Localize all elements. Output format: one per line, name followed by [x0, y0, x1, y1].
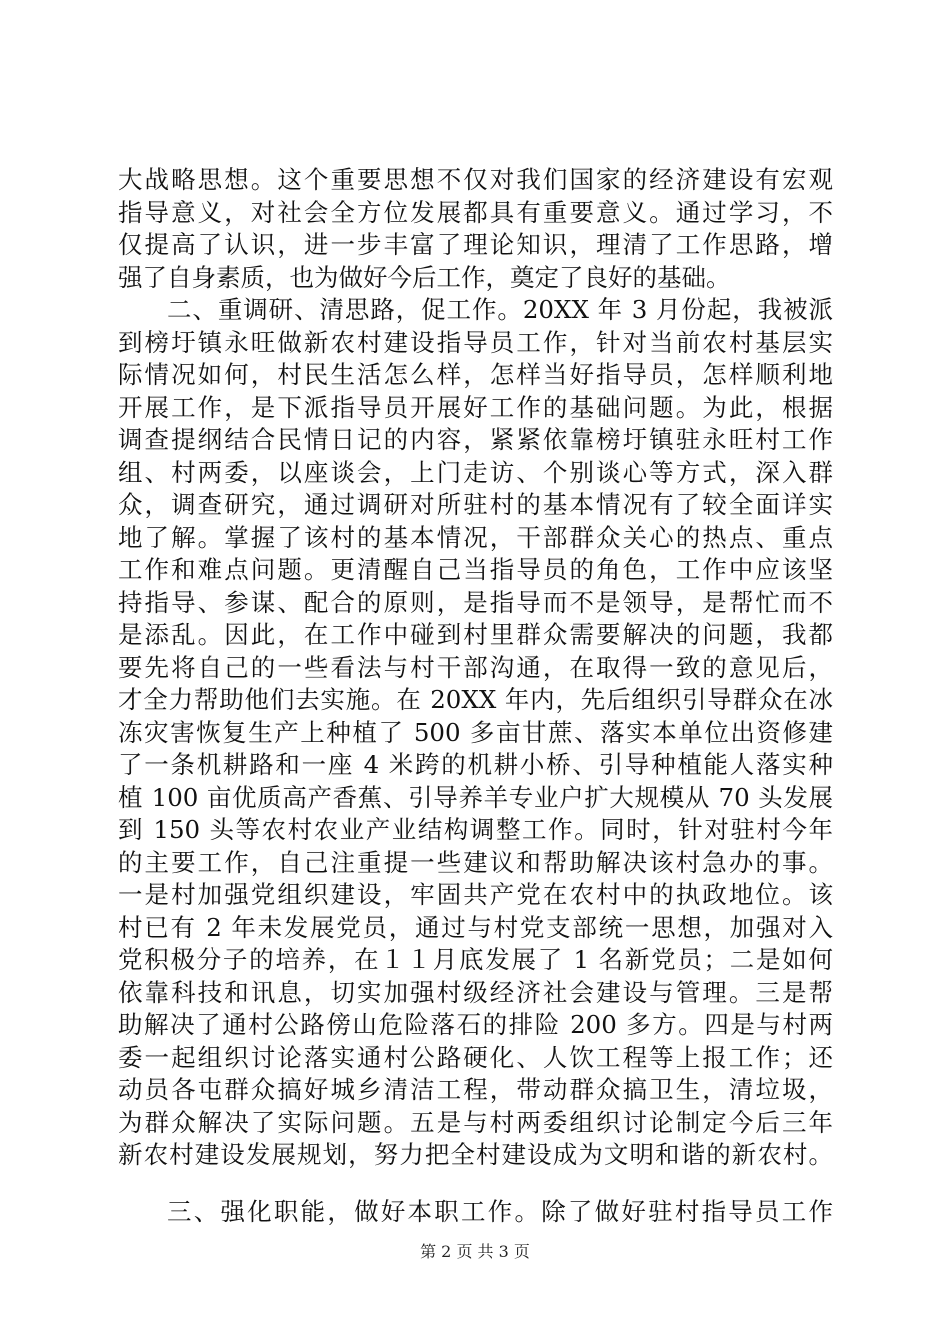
section-heading-line: 二、重调研、清思路，促工作。20XX 年 3 月份起，我被派: [167, 295, 833, 324]
text-line: 是添乱。因此，在工作中碰到村里群众需要解决的问题，我都: [118, 620, 833, 649]
text-line: 的主要工作，自己注重提一些建议和帮助解决该村急办的事。: [118, 847, 833, 877]
text-line: 党积极分子的培养，在１１月底发展了 1 名新党员；二是如何: [118, 945, 833, 974]
text-line: 动员各屯群众搞好城乡清洁工程，带动群众搞卫生，清垃圾，: [118, 1075, 833, 1104]
page-number-footer: 第 2 页 共 3 页: [420, 1242, 530, 1261]
text-line: 助解决了通村公路傍山危险落石的排险 200 多方。四是与村两: [118, 1010, 833, 1039]
paragraph-gap: [118, 1172, 833, 1196]
text-line: 组、村两委，以座谈会，上门走访、个别谈心等方式，深入群: [118, 457, 833, 487]
text-line: 了一条机耕路和一座 4 米跨的机耕小桥、引导种植能人落实种: [118, 750, 833, 779]
text-line: 持指导、参谋、配合的原则，是指导而不是领导，是帮忙而不: [118, 587, 833, 617]
text-line: 强了自身素质，也为做好今后工作，奠定了良好的基础。: [118, 262, 731, 292]
text-line: 冻灾害恢复生产上种植了 500 多亩甘蔗、落实本单位出资修建: [118, 717, 833, 747]
text-line: 到榜圩镇永旺做新农村建设指导员工作，针对当前农村基层实: [118, 327, 833, 357]
text-line: 工作和难点问题。更清醒自己当指导员的角色，工作中应该坚: [118, 555, 833, 584]
text-line: 际情况如何，村民生活怎么样，怎样当好指导员，怎样顺利地: [118, 360, 833, 389]
text-line: 为群众解决了实际问题。五是与村两委组织讨论制定今后三年: [118, 1107, 833, 1137]
text-line: 新农村建设发展规划，努力把全村建设成为文明和谐的新农村。: [118, 1140, 833, 1169]
text-line: 指导意义，对社会全方位发展都具有重要意义。通过学习，不: [118, 197, 833, 227]
text-line: 仅提高了认识，进一步丰富了理论知识，理清了工作思路，增: [118, 230, 833, 259]
section-heading-line: 三、强化职能，做好本职工作。除了做好驻村指导员工作: [167, 1196, 833, 1226]
text-line: 植 100 亩优质高产香蕉、引导养羊专业户扩大规模从 70 头发展: [118, 782, 833, 812]
text-line: 才全力帮助他们去实施。在 20XX 年内，先后组织引导群众在冰: [118, 685, 833, 714]
text-line: 到 150 头等农村农业产业结构调整工作。同时，针对驻村今年: [118, 815, 833, 844]
text-line: 村已有 2 年未发展党员，通过与村党支部统一思想，加强对入: [118, 912, 833, 942]
text-line: 要先将自己的一些看法与村干部沟通，在取得一致的意见后，: [118, 652, 833, 682]
text-line: 委一起组织讨论落实通村公路硬化、人饮工程等上报工作；还: [118, 1042, 833, 1072]
text-line: 大战略思想。这个重要思想不仅对我们国家的经济建设有宏观: [118, 165, 833, 194]
text-line: 地了解。掌握了该村的基本情况，干部群众关心的热点、重点: [118, 522, 833, 552]
text-line: 开展工作，是下派指导员开展好工作的基础问题。为此，根据: [118, 392, 833, 422]
text-line: 众，调查研究，通过调研对所驻村的基本情况有了较全面详实: [118, 490, 833, 519]
document-body: [118, 164, 833, 1228]
text-line: 调查提纲结合民情日记的内容，紧紧依靠榜圩镇驻永旺村工作: [118, 425, 833, 454]
text-line: 一是村加强党组织建设，牢固共产党在农村中的执政地位。该: [118, 880, 833, 909]
text-line: 依靠科技和讯息，切实加强村级经济社会建设与管理。三是帮: [118, 977, 833, 1007]
